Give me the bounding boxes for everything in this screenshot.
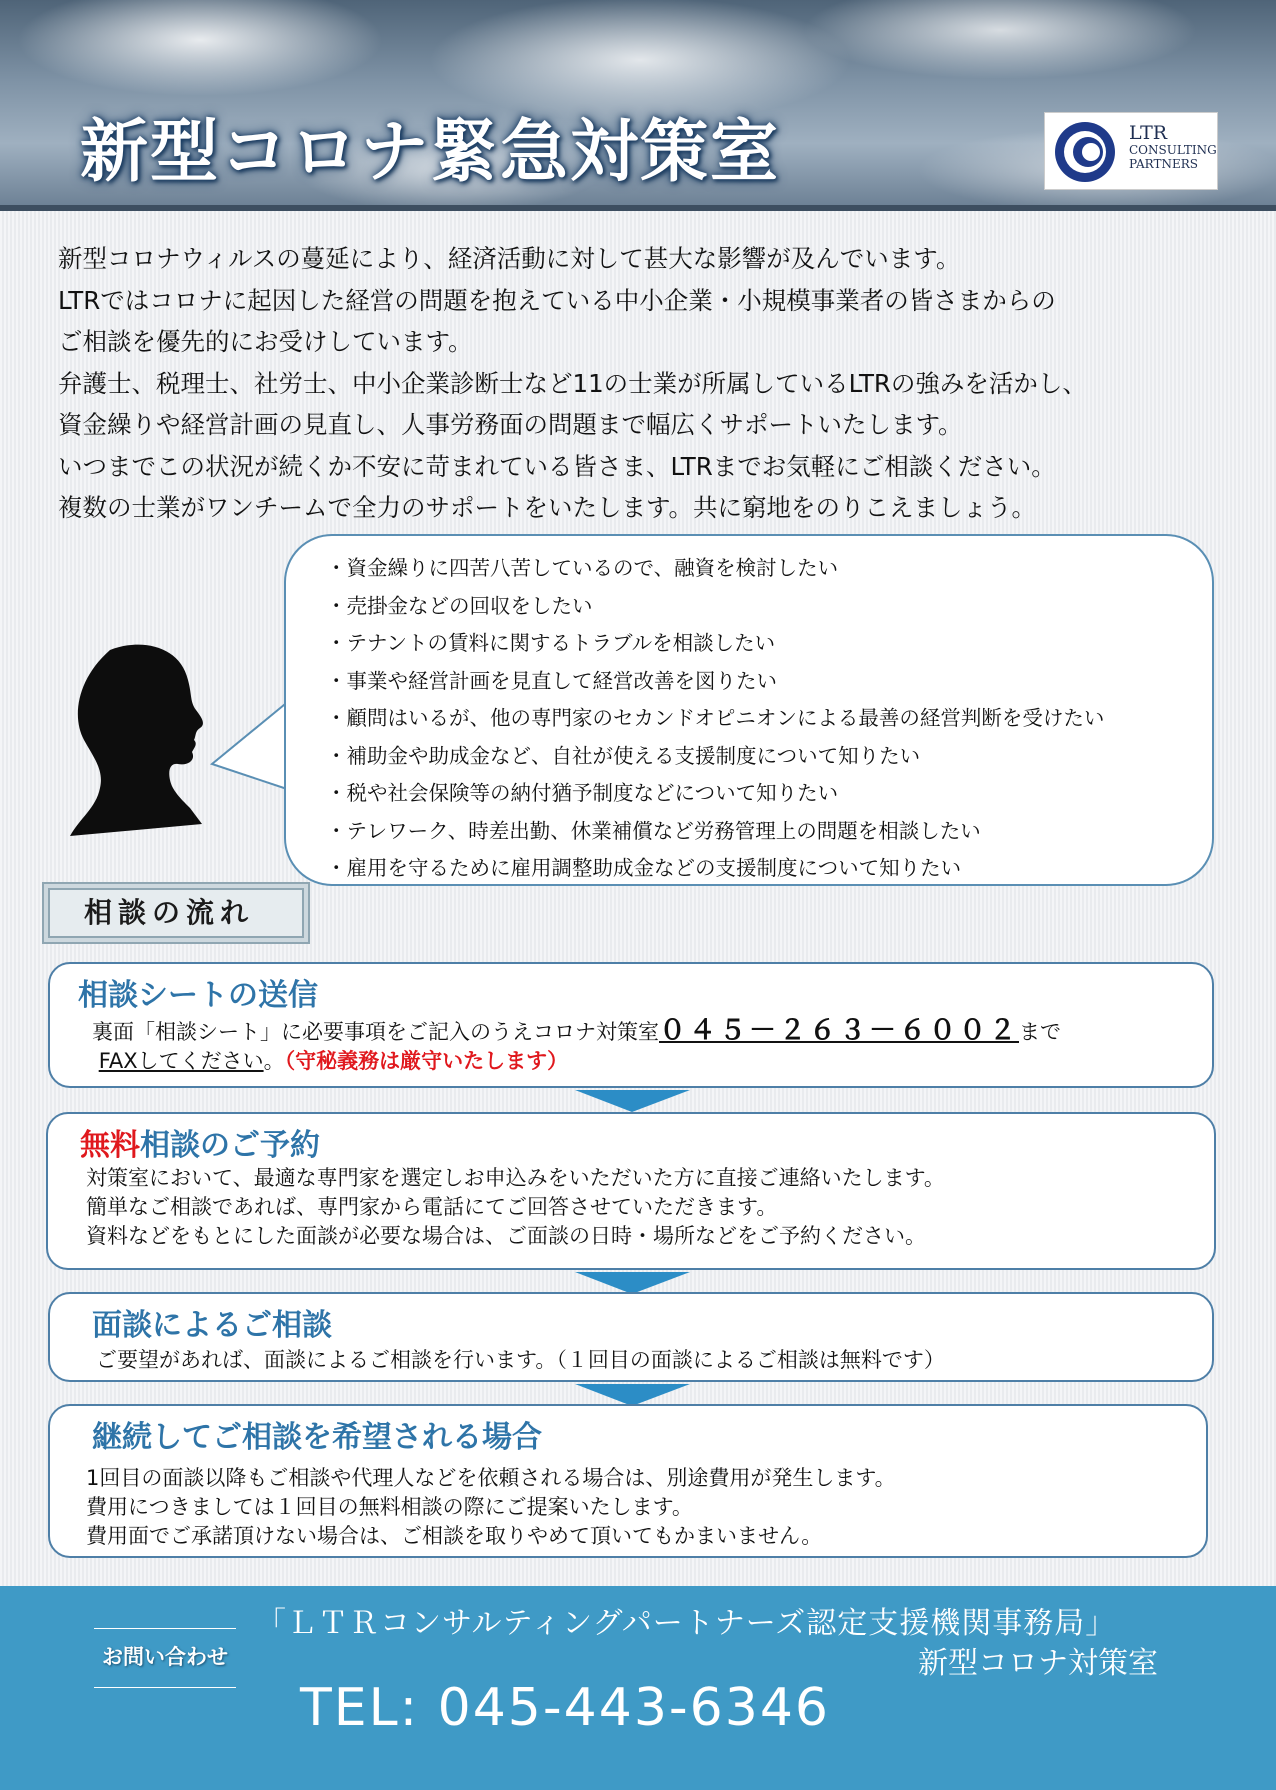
fax-instruction: FAXしてください <box>98 1049 264 1073</box>
step-title: 相談シートの送信 <box>78 978 318 1013</box>
logo-text-ltr: LTR <box>1129 122 1168 144</box>
step-body <box>96 1346 945 1375</box>
intro-line: 資金繰りや経営計画の見直し、人事労務面の問題まで幅広くサポートいたします。 <box>58 410 963 439</box>
down-arrow-icon <box>575 1090 690 1112</box>
step-title: 面談によるご相談 <box>92 1308 332 1343</box>
step-body <box>86 1464 896 1551</box>
contact-label: お問い合わせ <box>102 1645 228 1669</box>
step-line: 簡単なご相談であれば、専門家から電話にてご回答させていただきます。 <box>86 1195 778 1219</box>
concern-item: ・税や社会保険等の納付猶予制度などについて知りたい <box>326 781 839 805</box>
confidentiality-note: （守秘義務は厳守いたします） <box>284 1049 569 1073</box>
organization-department: 新型コロナ対策室 <box>918 1646 1158 1681</box>
step-title <box>80 1120 320 1164</box>
step-title-rest: 相談のご予約 <box>140 1128 320 1163</box>
logo-text-consulting: CONSULTING <box>1129 143 1217 157</box>
step-line: 費用面でご承諾頂けない場合は、ご相談を取りやめて頂いてもかまいません。 <box>86 1524 823 1548</box>
step-title: 継続してご相談を希望される場合 <box>92 1420 542 1455</box>
intro-line: 弁護士、税理士、社労士、中小企業診断士など11の士業が所属しているLTRの強みを活かし、 <box>58 368 1087 398</box>
concern-item: ・雇用を守るために雇用調整助成金などの支援制度について知りたい <box>326 856 962 880</box>
step1-line2 <box>92 1047 1061 1076</box>
step-body <box>86 1164 945 1251</box>
step-continued <box>48 1404 1208 1558</box>
fax-period: 。 <box>263 1049 285 1073</box>
step-title-free: 無料 <box>80 1128 140 1163</box>
step1-text: 裏面「相談シート」に必要事項をご記入のうえコロナ対策室 <box>92 1020 659 1044</box>
contact-footer <box>0 1586 1276 1790</box>
step-line: 対策室において、最適な専門家を選定しお申込みをいただいた方に直接ご連絡いたします。 <box>86 1166 945 1190</box>
step-send-sheet <box>48 962 1214 1088</box>
speech-bubble-tail <box>0 0 300 900</box>
step-free-reservation <box>46 1112 1216 1270</box>
contact-label-box <box>94 1628 236 1688</box>
down-arrow-icon <box>575 1384 690 1406</box>
logo-ring-icon <box>1051 119 1123 185</box>
concern-list <box>286 536 1212 888</box>
concern-item: ・資金繰りに四苦八苦しているので、融資を検討したい <box>326 556 839 580</box>
step-body <box>92 1016 1061 1076</box>
concerns-speech-bubble <box>284 534 1214 886</box>
contact-phone: TEL: 045-443-6346 <box>300 1678 831 1738</box>
intro-line: 複数の士業がワンチームで全力のサポートをいたします。共に窮地をのりこえましょう。 <box>58 493 1037 522</box>
step-line: 1回目の面談以降もご相談や代理人などを依頼される場合は、別途費用が発生します。 <box>86 1466 896 1490</box>
flow-heading-label: 相談の流れ <box>48 888 304 938</box>
fax-number: ０４５－２６３－６００２ <box>659 1015 1019 1046</box>
step-line: ご要望があれば、面談によるご相談を行います。（１回目の面談によるご相談は無料です） <box>96 1348 945 1372</box>
concern-item: ・顧問はいるが、他の専門家のセカンドオピニオンによる最善の経営判断を受けたい <box>326 706 1105 730</box>
step1-text-post: まで <box>1019 1020 1061 1044</box>
organization-name: 「ＬＴＲコンサルティングパートナーズ認定支援機関事務局」 <box>256 1606 1117 1641</box>
concern-item: ・テナントの賃料に関するトラブルを相談したい <box>326 631 776 655</box>
step-line: 資料などをもとにした面談が必要な場合は、ご面談の日時・場所などをご予約ください。 <box>86 1224 926 1248</box>
intro-line: LTRではコロナに起因した経営の問題を抱えている中小企業・小規模事業者の皆さまからの <box>58 285 1056 315</box>
company-logo <box>1044 112 1218 190</box>
intro-line: 新型コロナウィルスの蔓延により、経済活動に対して甚大な影響が及んでいます。 <box>58 244 961 273</box>
intro-line: いつまでこの状況が続くか不安に苛まれている皆さま、LTRまでお気軽にご相談ください。 <box>58 451 1056 481</box>
step-line: 費用につきましては１回目の無料相談の際にご提案いたします。 <box>86 1495 693 1519</box>
flow-heading <box>42 882 310 944</box>
step-in-person <box>48 1292 1214 1382</box>
step1-line1 <box>92 1016 1061 1047</box>
concern-item: ・補助金や助成金など、自社が使える支援制度について知りたい <box>326 743 921 768</box>
concern-item: ・事業や経営計画を見直して経営改善を図りたい <box>326 668 777 693</box>
concern-item: ・売掛金などの回収をしたい <box>326 593 593 618</box>
concern-item: ・テレワーク、時差出勤、休業補償など労務管理上の問題を相談したい <box>326 818 981 843</box>
down-arrow-icon <box>575 1272 690 1294</box>
intro-line: ご相談を優先的にお受けしています。 <box>58 327 473 356</box>
page-title: 新型コロナ緊急対策室 <box>80 113 781 192</box>
logo-text-partners: PARTNERS <box>1129 157 1198 171</box>
